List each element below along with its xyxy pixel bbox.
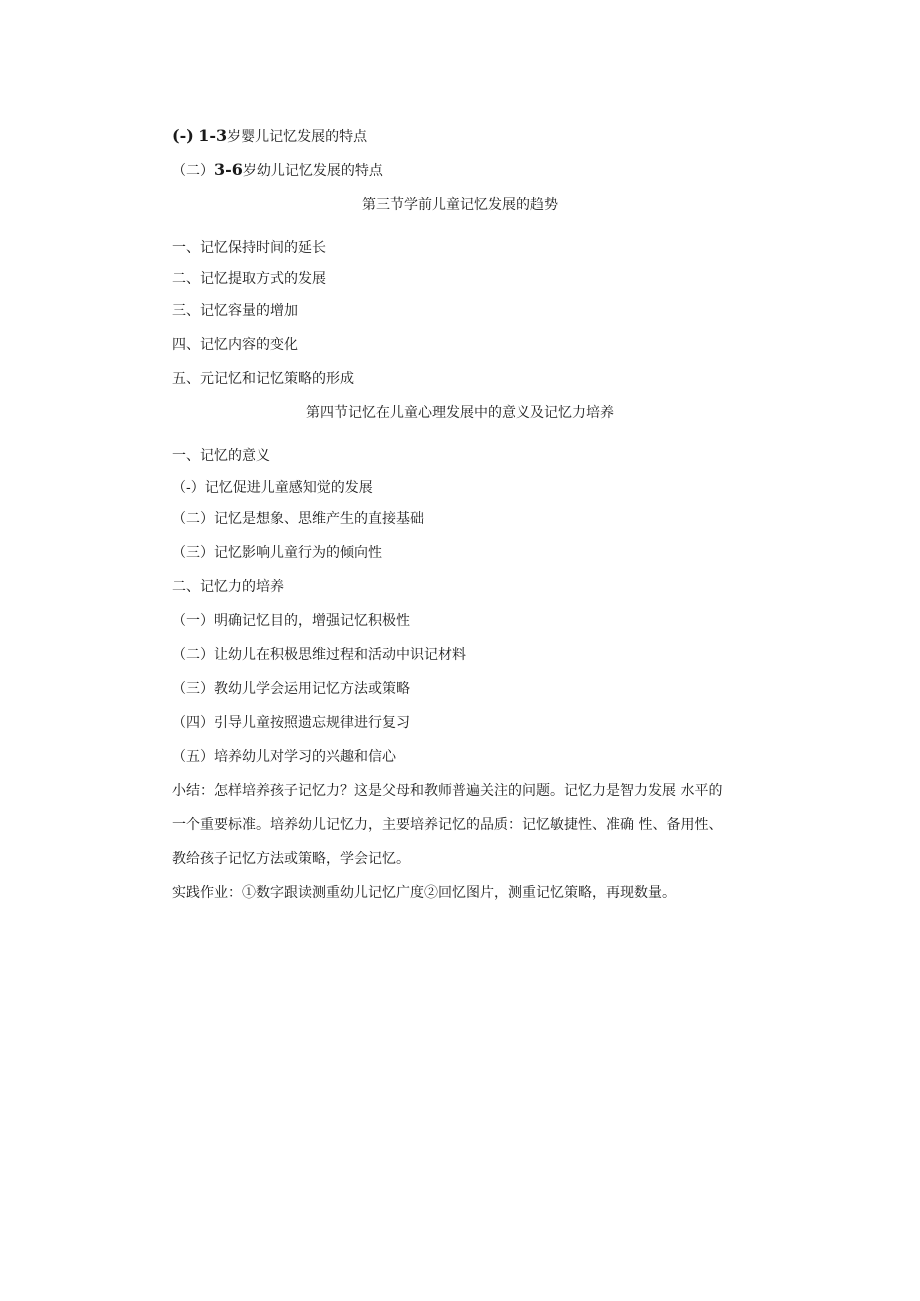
summary-line: 一个重要标准。培养幼儿记忆力，主要培养记忆的品质：记忆敏捷性、准确 性、备用性、: [172, 817, 723, 833]
section-4-item: （三）记忆影响儿童行为的倾向性: [172, 545, 382, 561]
section-4-item: （一）明确记忆目的，增强记忆积极性: [172, 613, 410, 629]
summary-line: 小结：怎样培养孩子记忆力？这是父母和教师普遍关注的问题。记忆力是智力发展 水平的: [172, 783, 723, 799]
section-4-item: （三）教幼儿学会运用记忆方法或策略: [172, 681, 410, 697]
section-3-item: 四、记忆内容的变化: [172, 337, 298, 353]
item-age-range: 3-6: [214, 160, 243, 179]
section-4-item: 一、记忆的意义: [172, 448, 270, 464]
summary-line: 教给孩子记忆方法或策略，学会记忆。: [172, 851, 410, 867]
section-4-item: （二）让幼儿在积极思维过程和活动中识记材料: [172, 647, 466, 663]
section-4-item: 二、记忆力的培养: [172, 579, 284, 595]
section-3-item: 二、记忆提取方式的发展: [172, 271, 326, 287]
item-text: 岁婴儿记忆发展的特点: [227, 129, 368, 145]
item-prefix: (-): [172, 126, 194, 145]
section-3-item: 三、记忆容量的增加: [172, 303, 298, 319]
section-3-item: 五、元记忆和记忆策略的形成: [172, 371, 354, 387]
section-4-item: （四）引导儿童按照遗忘规律进行复习: [172, 715, 410, 731]
practice-assignment: 实践作业：①数字跟读测重幼儿记忆广度②回忆图片，测重记忆策略，再现数量。: [172, 885, 676, 901]
item-prefix: （二）: [172, 163, 214, 179]
section-3-title: 第三节学前儿童记忆发展的趋势: [362, 197, 558, 213]
section-3-item: 一、记忆保持时间的延长: [172, 240, 326, 256]
item-age-range: 1-3: [198, 126, 228, 145]
section-4-item: （五）培养幼儿对学习的兴趣和信心: [172, 749, 396, 765]
item-text: 岁幼儿记忆发展的特点: [242, 163, 383, 179]
section-4-item: （二）记忆是想象、思维产生的直接基础: [172, 511, 424, 527]
subsection-item-2: [172, 160, 383, 181]
section-4-title: 第四节记忆在儿童心理发展中的意义及记忆力培养: [306, 405, 614, 421]
subsection-item-1: [172, 126, 367, 147]
section-4-item: （-）记忆促进儿童感知觉的发展: [172, 480, 373, 496]
